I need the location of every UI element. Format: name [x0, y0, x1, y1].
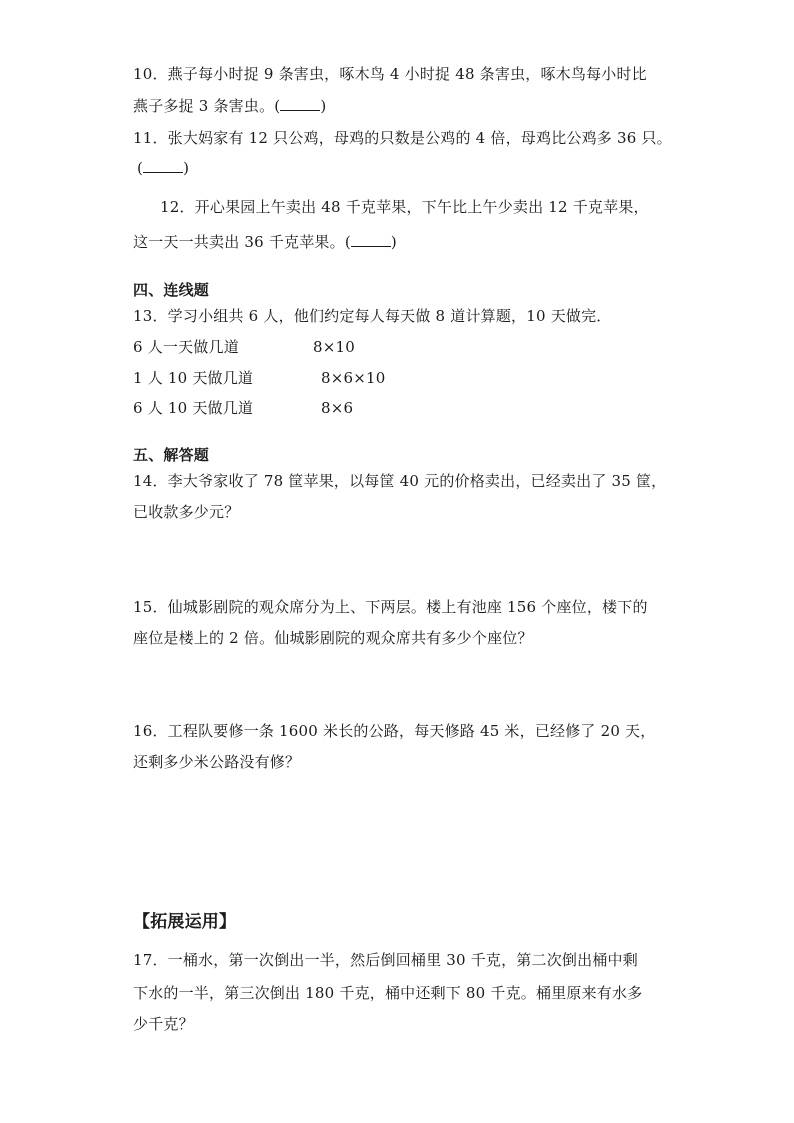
q13-stem: 13．学习小组共 6 人，他们约定每人每天做 8 道计算题，10 天做完． [133, 307, 612, 325]
q10-line2 [133, 96, 326, 116]
q16-line2: 还剩多少米公路没有修？ [133, 753, 301, 771]
q16-line1: 16．工程队要修一条 1600 米长的公路，每天修路 45 米，已经修了 20 天， [133, 722, 656, 740]
q10-answer-blank[interactable] [280, 96, 320, 111]
q11-line2 [137, 158, 189, 178]
q11-answer-blank[interactable] [143, 158, 183, 173]
section5-title: 五、解答题 [133, 446, 210, 464]
q11-paren-close: ) [183, 159, 190, 177]
q17-line2: 下水的一半，第三次倒出 180 千克，桶中还剩下 80 千克。桶里原来有水多 [133, 984, 643, 1002]
q13-left-3[interactable]: 6 人 10 天做几道 [133, 399, 254, 417]
q10-paren-open: ( [274, 97, 281, 115]
q17-line1: 17．一桶水，第一次倒出一半，然后倒回桶里 30 千克，第二次倒出桶中剩 [133, 951, 638, 969]
q10-line2-text: 燕子多捉 3 条害虫。 [133, 97, 275, 115]
extension-title: 【拓展运用】 [133, 912, 237, 932]
q17-line3: 少千克？ [133, 1015, 194, 1033]
q14-line2: 已收款多少元？ [133, 503, 240, 521]
q13-right-2[interactable]: 8×6×10 [321, 369, 386, 387]
q12-line2-text: 这一天一共卖出 36 千克苹果。 [133, 233, 345, 251]
section4-title: 四、连线题 [133, 281, 210, 299]
q15-line2: 座位是楼上的 2 倍。仙城影剧院的观众席共有多少个座位？ [133, 629, 533, 647]
q13-left-1[interactable]: 6 人一天做几道 [133, 338, 239, 356]
q12-line1: 12．开心果园上午卖出 48 千克苹果，下午比上午少卖出 12 千克苹果， [160, 198, 649, 216]
q11-line1: 11．张大妈家有 12 只公鸡，母鸡的只数是公鸡的 4 倍，母鸡比公鸡多 36 只。 [133, 129, 672, 147]
q10-line1: 10．燕子每小时捉 9 条害虫，啄木鸟 4 小时捉 48 条害虫，啄木鸟每小时比 [133, 65, 647, 83]
q14-line1: 14．李大爷家收了 78 筐苹果，以每筐 40 元的价格卖出，已经卖出了 35 筐， [133, 472, 667, 490]
q13-right-1[interactable]: 8×10 [313, 338, 355, 356]
q12-paren-close: ) [390, 233, 397, 251]
q13-right-3[interactable]: 8×6 [321, 399, 354, 417]
q10-paren-close: ) [320, 97, 327, 115]
q13-left-2[interactable]: 1 人 10 天做几道 [133, 369, 254, 387]
q12-answer-blank[interactable] [351, 232, 391, 247]
q12-paren-open: ( [344, 233, 351, 251]
q15-line1: 15．仙城影剧院的观众席分为上、下两层。楼上有池座 156 个座位，楼下的 [133, 598, 648, 616]
q11-paren-open: ( [137, 159, 144, 177]
q12-line2 [133, 232, 397, 252]
